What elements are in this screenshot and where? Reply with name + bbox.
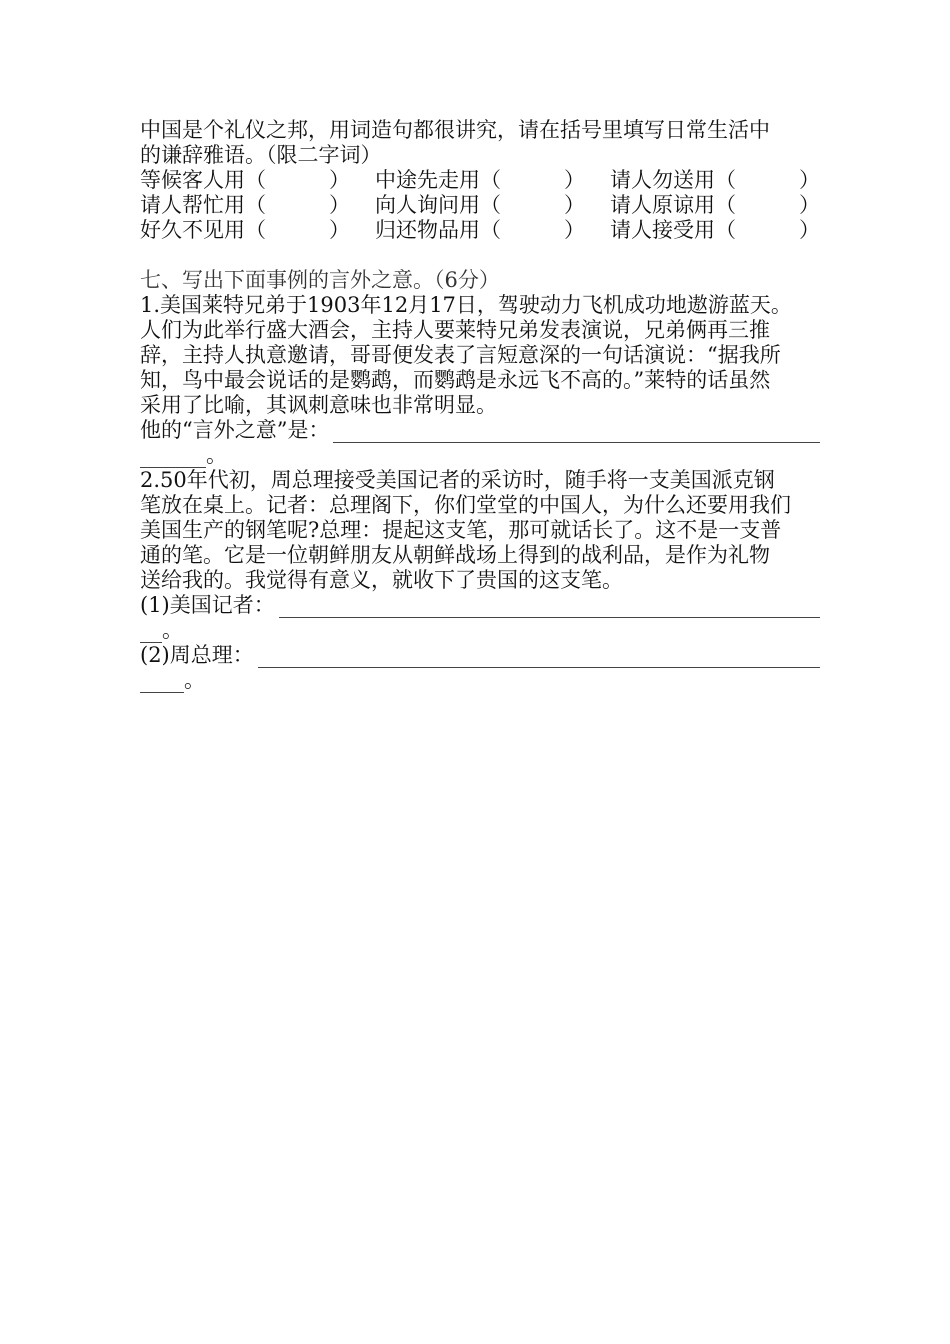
- q2-answer1-continuation: [140, 618, 820, 643]
- q2-answer1-line[interactable]: [279, 597, 820, 618]
- q1-answer-line[interactable]: [333, 422, 820, 443]
- q1-answer-line-end[interactable]: [140, 447, 206, 468]
- q2-text-line: 笔放在桌上。记者：总理阁下，你们堂堂的中国人，为什么还要用我们: [140, 493, 791, 517]
- q1-answer-row: [140, 418, 820, 443]
- q2-text-line: 送给我的。我觉得有意义，就收下了贵国的这支笔。: [140, 568, 623, 592]
- fill-blank-item[interactable]: 归还物品用（ ）: [375, 218, 585, 242]
- q2-answer1-label: (1)美国记者：: [140, 593, 275, 617]
- q2-text-line: 通的笔。它是一位朝鲜朋友从朝鲜战场上得到的战利品，是作为礼物: [140, 543, 770, 567]
- polite-words-grid: [140, 168, 820, 243]
- q1-text-line: 人们为此举行盛大酒会，主持人要莱特兄弟发表演说，兄弟俩再三推: [140, 318, 770, 342]
- q2-answer2-continuation: [140, 668, 820, 693]
- fill-blank-item[interactable]: 请人帮忙用（ ）: [140, 193, 350, 217]
- period-mark: 。: [206, 443, 227, 467]
- q2-text-line: 美国生产的钢笔呢?总理：提起这支笔，那可就话长了。这不是一支普: [140, 518, 782, 542]
- period-mark: 。: [162, 618, 183, 642]
- intro-line-2: 的谦辞雅语。（限二字词）: [140, 143, 382, 167]
- q2-answer2-line-end[interactable]: [140, 672, 184, 693]
- q2-text-line: 2.50年代初，周总理接受美国记者的采访时，随手将一支美国派克钢: [140, 468, 775, 492]
- fill-blank-item[interactable]: 中途先走用（ ）: [375, 168, 585, 192]
- q1-text-line: 采用了比喻，其讽刺意味也非常明显。: [140, 393, 497, 417]
- q1-text-line: 1.美国莱特兄弟于1903年12月17日，驾驶动力飞机成功地遨游蓝天。: [140, 293, 792, 317]
- q2-answer2-row: [140, 643, 820, 668]
- q2-answer1-row: [140, 593, 820, 618]
- fill-blank-item[interactable]: 好久不见用（ ）: [140, 218, 350, 242]
- fill-blank-item[interactable]: 请人原谅用（ ）: [610, 193, 820, 217]
- fill-blank-item[interactable]: 请人接受用（ ）: [610, 218, 820, 242]
- section-7-heading: 七、写出下面事例的言外之意。（6分）: [140, 268, 500, 292]
- q1-answer-continuation: [140, 443, 820, 468]
- worksheet-page: [140, 118, 820, 693]
- q1-answer-label: 他的“言外之意”是：: [140, 418, 330, 442]
- fill-blank-item[interactable]: 向人询问用（ ）: [375, 193, 585, 217]
- fill-blank-item[interactable]: 等候客人用（ ）: [140, 168, 350, 192]
- q2-answer2-label: (2)周总理：: [140, 643, 254, 667]
- q1-text-line: 知，鸟中最会说话的是鹦鹉，而鹦鹉是永远飞不高的。”莱特的话虽然: [140, 368, 771, 392]
- q1-text-line: 辞，主持人执意邀请，哥哥便发表了言短意深的一句话演说：“据我所: [140, 343, 781, 367]
- q2-answer1-line-end[interactable]: [140, 622, 162, 643]
- intro-line-1: 中国是个礼仪之邦，用词造句都很讲究，请在括号里填写日常生活中: [140, 118, 770, 142]
- fill-blank-item[interactable]: 请人勿送用（ ）: [610, 168, 820, 192]
- section-spacer: [140, 243, 820, 268]
- period-mark: 。: [184, 668, 205, 692]
- q2-answer2-line[interactable]: [258, 647, 820, 668]
